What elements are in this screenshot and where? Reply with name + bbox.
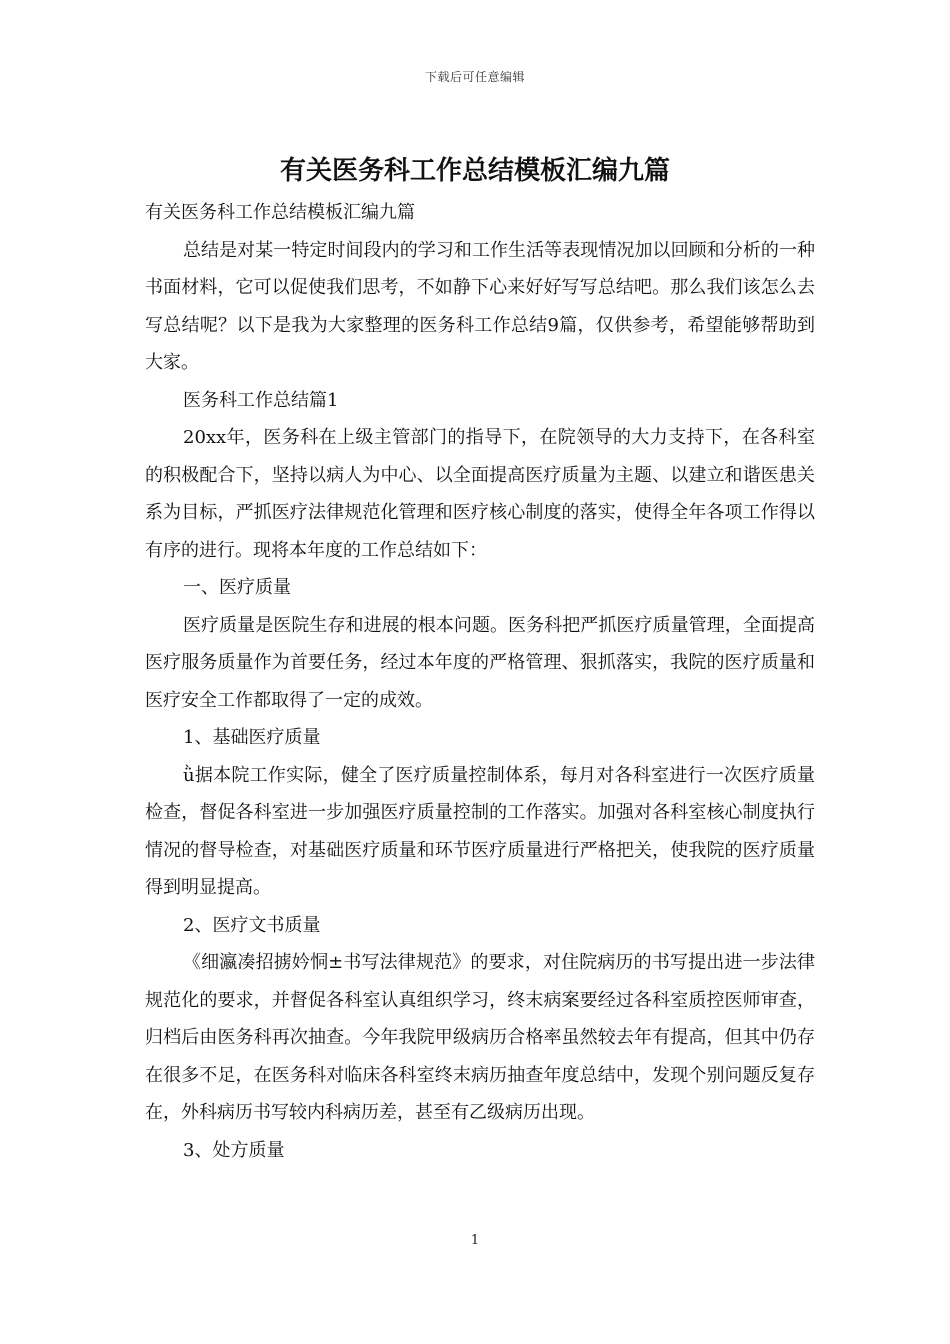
body-paragraph: ǜ据本院工作实际，健全了医疗质量控制体系，每月对各科室进行一次医疗质量检查，督促各科室进一步加强医疗质量控制的工作落实。加强对各科室核心制度执行情况的督导检查，对基础医疗质量和环节医疗质量进行严格把关，使我院的医疗质量得到明显提高。 bbox=[145, 764, 815, 898]
section-heading: 一、医疗质量 bbox=[183, 577, 291, 598]
section-heading: 医务科工作总结篇1 bbox=[183, 389, 339, 411]
document-body bbox=[145, 194, 815, 1169]
document-title: 有关医务科工作总结模板汇编九篇 bbox=[279, 156, 670, 186]
page-number: 1 bbox=[470, 1233, 480, 1248]
body-paragraph: 《细瀛凑招掳妗恫±书写法律规范》的要求，对住院病历的书写提出进一步法律规范化的要求，并督促各科室认真组织学习，终末病案要经过各科室质控医师审查，归档后由医务科再次抽查。今年我院甲级病历合格率虽然较去年有提高，但其中仍存在很多不足，在医务科对临床各科室终末病历抽查年度总结中，发现个别问题反复存在，外科病历书写较内科病历差，甚至有乙级病历出现。 bbox=[145, 952, 815, 1123]
subsection-heading: 2、医疗文书质量 bbox=[183, 914, 321, 936]
header-note: 下载后可任意编辑 bbox=[424, 70, 525, 84]
intro-paragraph: 总结是对某一特定时间段内的学习和工作生活等表现情况加以回顾和分析的一种书面材料，它可以促使我们思考，不如静下心来好好写写总结吧。那么我们该怎么去写总结呢？以下是我为大家整理的医务科工作总结9篇，仅供参考，希望能够帮助到大家。 bbox=[145, 239, 815, 373]
subsection-heading: 1、基础医疗质量 bbox=[183, 727, 321, 748]
body-paragraph: 20xx年，医务科在上级主管部门的指导下，在院领导的大力支持下，在各科室的积极配合下，坚持以病人为中心、以全面提高医疗质量为主题、以建立和谐医患关系为目标，严抓医疗法律规范化管理和医疗核心制度的落实，使得全年各项工作得以有序的进行。现将本年度的工作总结如下： bbox=[145, 427, 815, 561]
body-paragraph: 医疗质量是医院生存和进展的根本问题。医务科把严抓医疗质量管理，全面提高医疗服务质量作为首要任务，经过本年度的严格管理、狠抓落实，我院的医疗质量和医疗安全工作都取得了一定的成效。 bbox=[145, 614, 815, 711]
subsection-heading: 3、处方质量 bbox=[183, 1139, 285, 1161]
subtitle-paragraph: 有关医务科工作总结模板汇编九篇 bbox=[145, 202, 415, 223]
